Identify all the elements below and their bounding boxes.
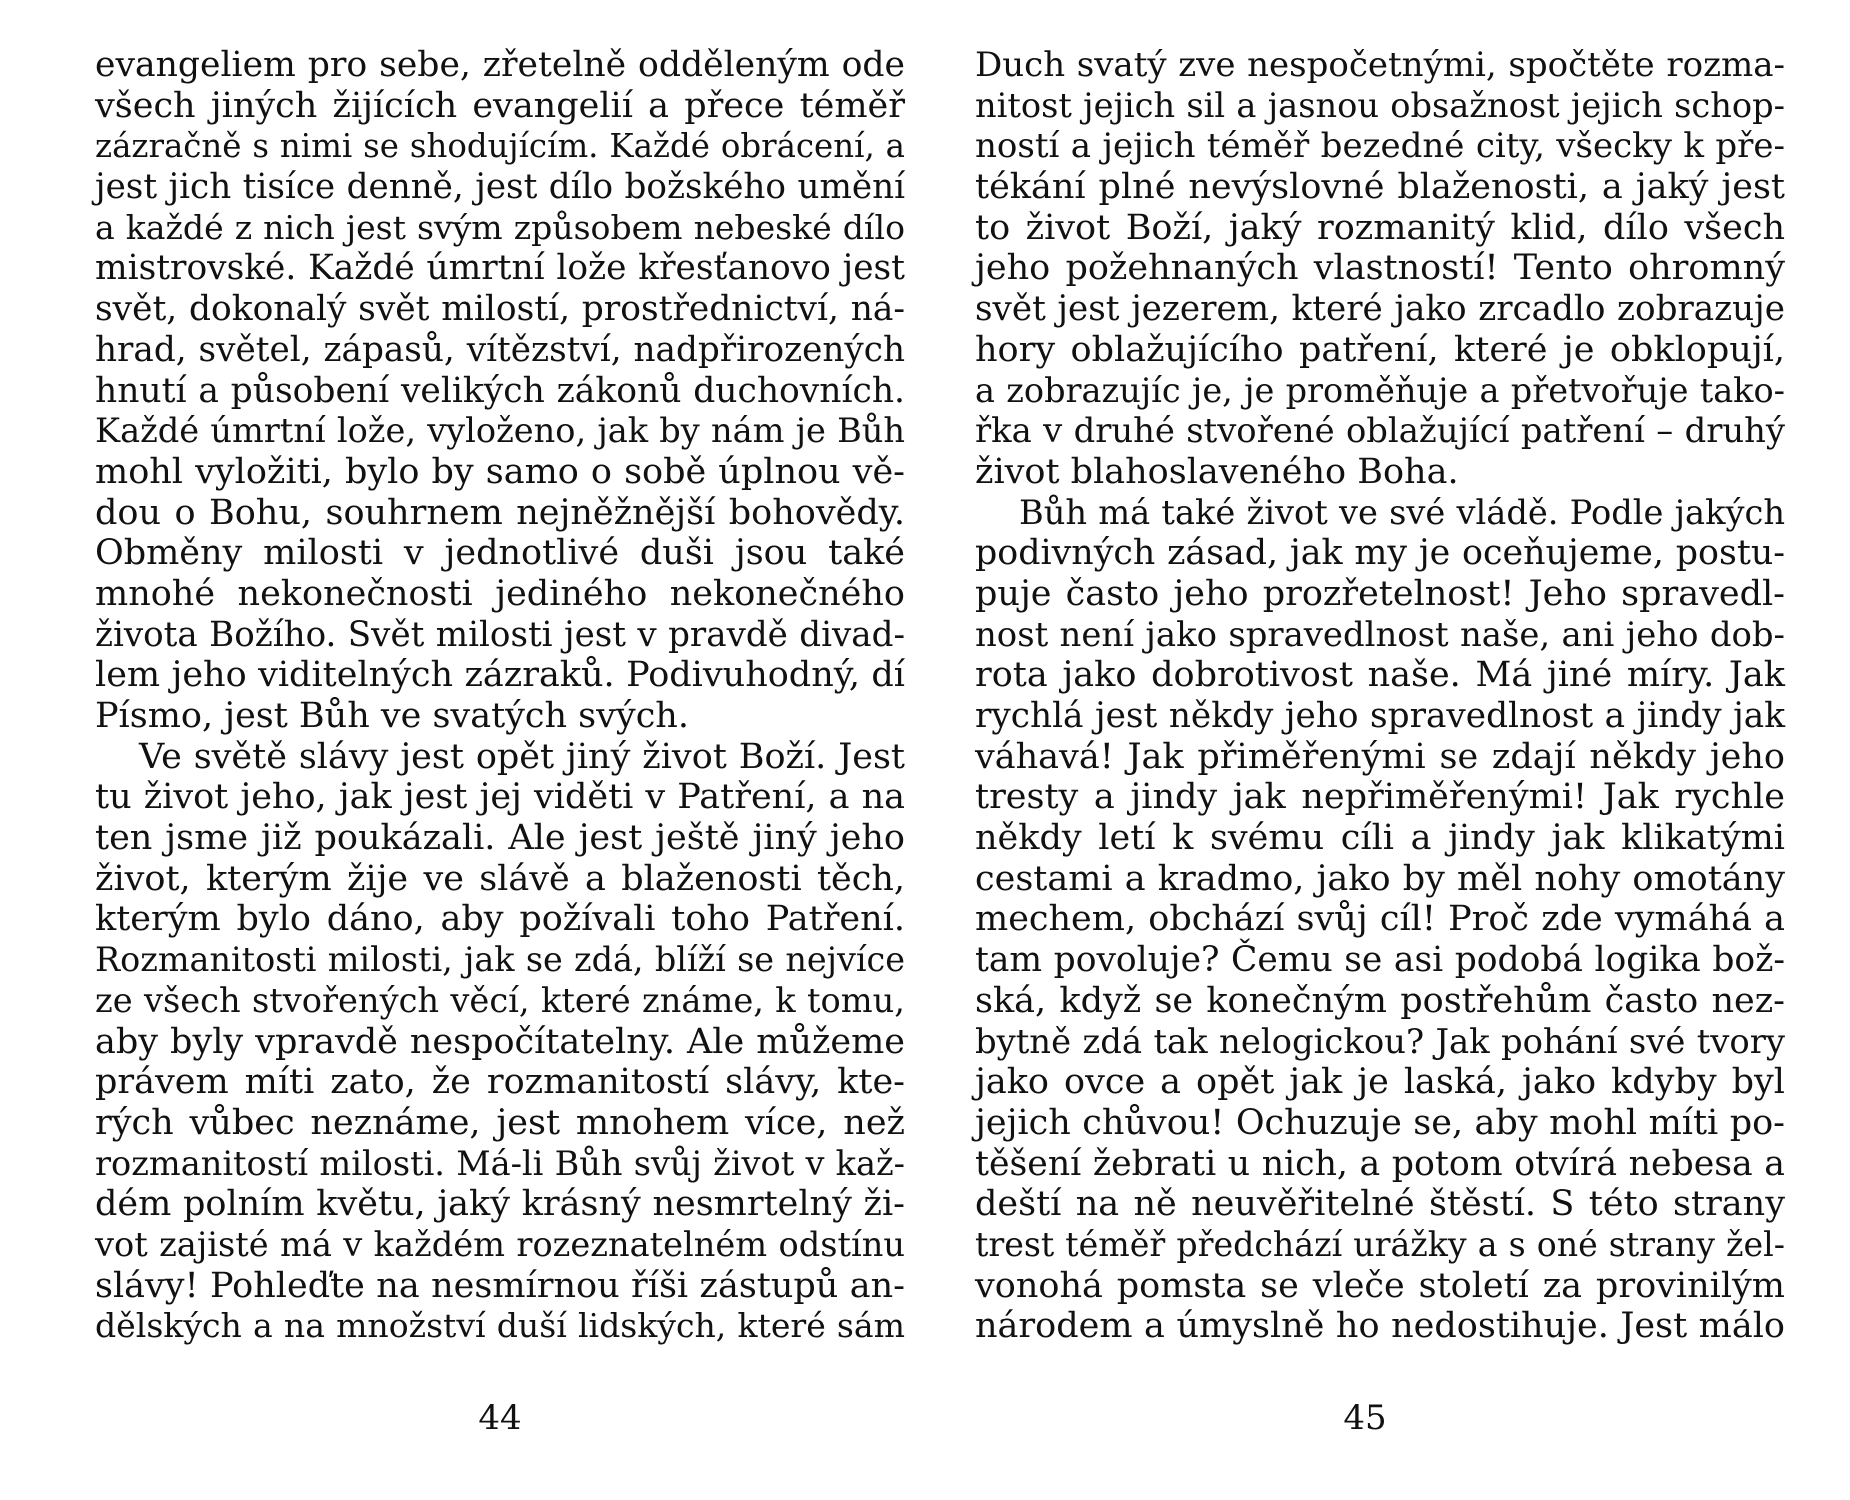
text-line: trest téměř předchází urážky a s oné strany žel- bbox=[975, 1224, 1785, 1264]
right-page bbox=[975, 45, 1785, 1347]
text-line: rota jako dobrotivost naše. Má jiné míry. Jak bbox=[975, 655, 1785, 696]
text-line: rozmanitostí milosti. Má-li Bůh svůj život v kaž- bbox=[95, 1143, 905, 1183]
text-line: Rozmanitosti milosti, jak se zdá, blíží se nejvíce bbox=[95, 940, 905, 980]
text-line: rých vůbec neznáme, jest mnohem více, než bbox=[95, 1102, 905, 1143]
text-line: život, kterým žije ve slávě a blaženosti těch, bbox=[95, 858, 905, 899]
paragraph-end-line: život blahoslaveného Boha. bbox=[975, 451, 1459, 492]
text-line: tresty a jindy jak nepřiměřenými! Jak rychle bbox=[975, 777, 1785, 818]
text-line: puje často jeho prozřetelnost! Jeho spravedl- bbox=[975, 573, 1785, 614]
text-line: deští na ně neuvěřitelné štěstí. S této strany bbox=[975, 1184, 1785, 1225]
text-line: cestami a kradmo, jako by měl nohy omotány bbox=[975, 858, 1785, 899]
text-line: to život Boží, jaký rozmanitý klid, dílo všech bbox=[975, 207, 1785, 248]
text-line: váhavá! Jak přiměřenými se zdají někdy jeho bbox=[975, 736, 1785, 777]
text-line: tékání plné nevýslovné blaženosti, a jaký jest bbox=[975, 167, 1785, 208]
text-line: mistrovské. Každé úmrtní lože křesťanovo jest bbox=[95, 248, 905, 289]
text-line: rychlá jest někdy jeho spravedlnost a jindy jak bbox=[975, 696, 1785, 736]
text-line: ností a jejich téměř bezedné city, všecky k pře- bbox=[975, 126, 1785, 167]
text-line: svět jest jezerem, které jako zrcadlo zobrazuje bbox=[975, 289, 1785, 330]
text-line: dělských a na množství duší lidských, které sám bbox=[95, 1306, 905, 1346]
text-line: tam povoluje? Čemu se asi podobá logika bož- bbox=[975, 940, 1785, 981]
text-line: tu život jeho, jak jest jej viděti v Patření, a na bbox=[95, 777, 905, 818]
text-line: mohl vyložiti, bylo by samo o sobě úplnou vě- bbox=[95, 451, 905, 492]
text-line: hory oblažujícího patření, které je obklopují, bbox=[975, 329, 1785, 370]
text-line: řka v druhé stvořené oblažující patření – druhý bbox=[975, 411, 1785, 451]
text-line: dou o Bohu, souhrnem nejněžnější bohovědy. bbox=[95, 492, 905, 533]
text-line: jeho požehnaných vlastností! Tento ohromný bbox=[975, 248, 1785, 289]
text-line: podivných zásad, jak my je oceňujeme, postu- bbox=[975, 533, 1785, 574]
text-line: života Božího. Svět milosti jest v pravdě divad- bbox=[95, 614, 905, 655]
text-line: jejich chůvou! Ochuzuje se, aby mohl míti po- bbox=[975, 1102, 1785, 1143]
paragraph-end-line: Písmo, jest Bůh ve svatých svých. bbox=[95, 696, 689, 736]
text-line: dém polním květu, jaký krásný nesmrtelný ži- bbox=[95, 1184, 905, 1225]
text-line: ská, když se konečným postřehům často nez- bbox=[975, 980, 1785, 1021]
text-line: hnutí a působení velikých zákonů duchovních. bbox=[95, 370, 905, 411]
text-line: nost není jako spravedlnost naše, ani jeho dob- bbox=[975, 614, 1785, 654]
text-line: vot zajisté má v každém rozeznatelném odstínu bbox=[95, 1224, 905, 1264]
text-line: jako ovce a opět jak je laská, jako kdyby byl bbox=[975, 1062, 1785, 1103]
text-line: nitost jejich sil a jasnou obsažnost jejich schop- bbox=[975, 85, 1785, 125]
text-line: těšení žebrati u nich, a potom otvírá nebesa a bbox=[975, 1143, 1785, 1184]
text-line: bytně zdá tak nelogickou? Jak pohání své tvory bbox=[975, 1021, 1785, 1061]
text-line: ten jsme již poukázali. Ale jest ještě jiný jeho bbox=[95, 818, 905, 859]
text-line: evangeliem pro sebe, zřetelně odděleným ode bbox=[95, 45, 905, 85]
text-line: a každé z nich jest svým způsobem nebeské dílo bbox=[95, 207, 905, 247]
text-line: Duch svatý zve nespočetnými, spočtěte rozma- bbox=[975, 45, 1785, 85]
text-line: Obměny milosti v jednotlivé duši jsou také bbox=[95, 533, 905, 574]
text-line: slávy! Pohleďte na nesmírnou říši zástupů an- bbox=[95, 1265, 905, 1306]
text-line: kterým bylo dáno, aby požívali toho Patření. bbox=[95, 899, 905, 940]
text-line: aby byly vpravdě nespočítatelny. Ale můžeme bbox=[95, 1021, 905, 1062]
text-line: svět, dokonalý svět milostí, prostřednictví, ná- bbox=[95, 289, 905, 330]
text-line: národem a úmyslně ho nedostihuje. Jest málo bbox=[975, 1306, 1785, 1347]
text-line: všech jiných žijících evangelií a přece téměř bbox=[95, 85, 905, 126]
text-line: ze všech stvořených věcí, které známe, k tomu, bbox=[95, 980, 905, 1020]
text-line: a zobrazujíc je, je proměňuje a přetvořuje tako- bbox=[975, 370, 1785, 410]
text-line: mechem, obchází svůj cíl! Proč zde vymáhá a bbox=[975, 899, 1785, 940]
text-line: vonohá pomsta se vleče století za provinilým bbox=[975, 1265, 1785, 1306]
paragraph-start-line: Bůh má také život ve své vládě. Podle jakých bbox=[1019, 492, 1785, 532]
text-line: zázračně s nimi se shodujícím. Každé obrácení, a bbox=[95, 127, 905, 166]
text-line: jest jich tisíce denně, jest dílo božského umění bbox=[95, 167, 905, 208]
paragraph-start-line: Ve světě slávy jest opět jiný život Boží. Jest bbox=[139, 736, 905, 777]
text-line: někdy letí k svému cíli a jindy jak klikatými bbox=[975, 818, 1785, 859]
text-line: právem míti zato, že rozmanitostí slávy, kte- bbox=[95, 1062, 905, 1103]
text-line: Každé úmrtní lože, vyloženo, jak by nám je Bůh bbox=[95, 411, 905, 451]
text-line: mnohé nekonečnosti jediného nekonečného bbox=[95, 573, 905, 614]
page-number-right: 45 bbox=[1343, 1398, 1387, 1438]
left-page bbox=[95, 45, 905, 1347]
text-line: lem jeho viditelných zázraků. Podivuhodný, dí bbox=[95, 655, 905, 696]
page-number-left: 44 bbox=[478, 1398, 522, 1438]
text-line: hrad, světel, zápasů, vítězství, nadpřirozených bbox=[95, 329, 905, 370]
